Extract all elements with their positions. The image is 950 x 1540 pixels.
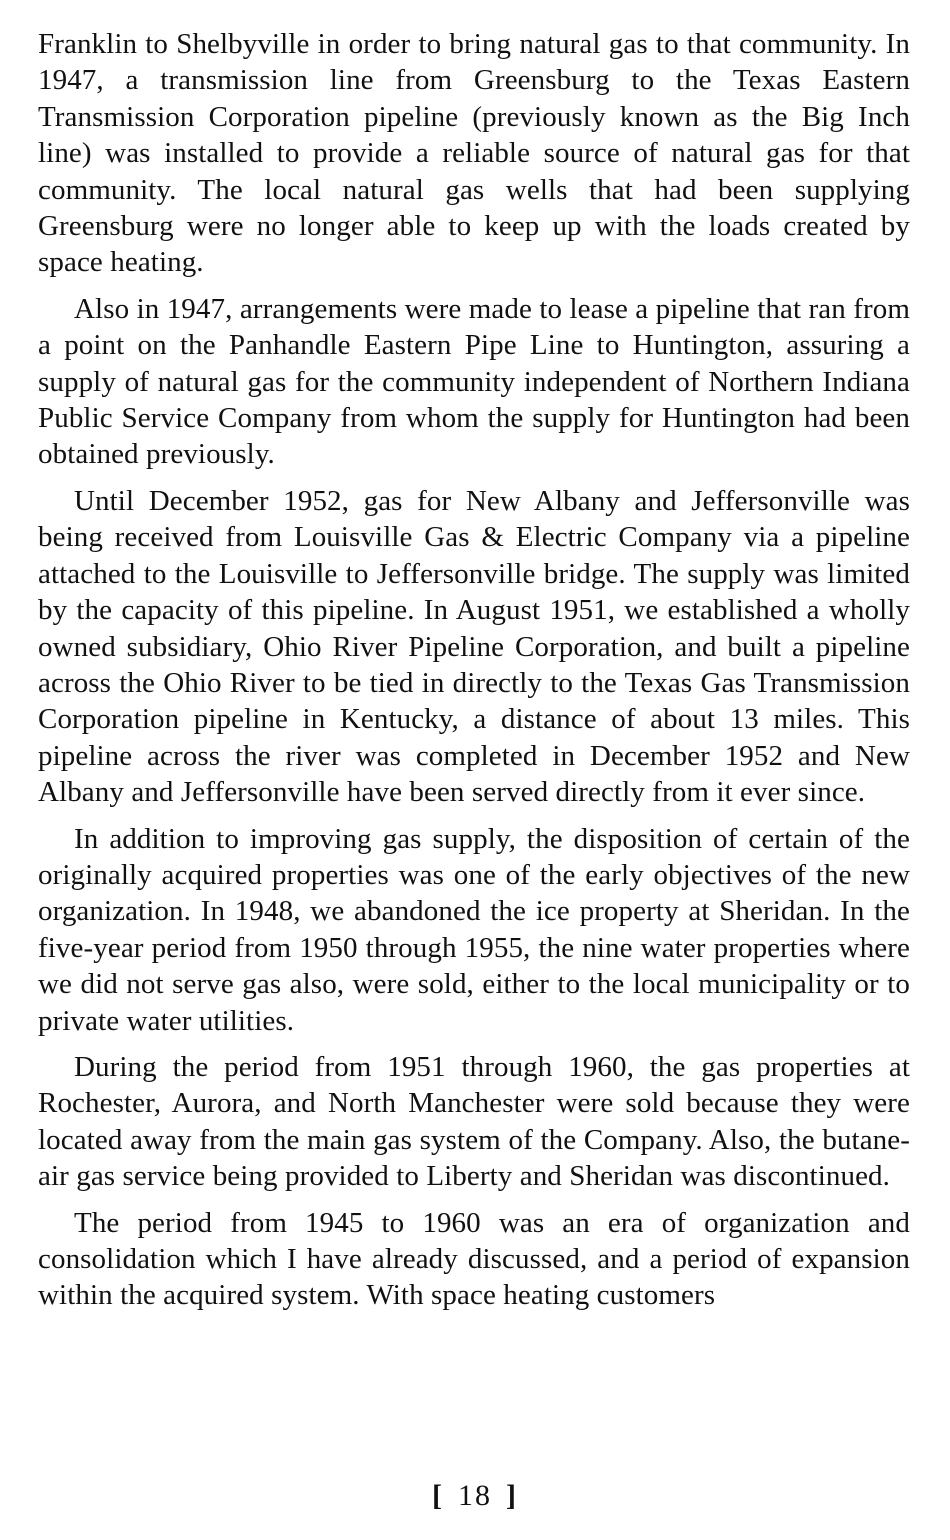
body-text <box>38 26 910 1324</box>
paragraph-3: Until December 1952, gas for New Albany and Jeffersonville was being received from Louisville Gas & Electric Company via a pipeline attached to the Louisville to Jeffersonville bridge. The supply was limited by the capacity of this pipeline. In August 1951, we established a wholly owned subsidiary, Ohio River Pipeline Corporation, and built a pipeline across the Ohio River to be tied in directly to the Texas Gas Transmission Corporation pipeline in Kentucky, a distance of about 13 miles. This pipeline across the river was completed in December 1952 and New Albany and Jeffersonville have been served directly from it ever since. <box>38 484 910 809</box>
paragraph-5: During the period from 1951 through 1960, the gas properties at Rochester, Aurora, and North Manchester were sold because they were located away from the main gas system of the Company. Also, the butane-air gas service being provided to Liberty and Sheridan was discontinued. <box>38 1050 910 1193</box>
paragraph-1: Franklin to Shelbyville in order to bring natural gas to that community. In 1947, a transmission line from Greensburg to the Texas Eastern Transmission Corporation pipeline (previously known as the Big Inch line) was installed to provide a reliable source of natural gas for that community. The local natural gas wells that had been supplying Greensburg were no longer able to keep up with the loads created by space heating. <box>38 28 910 279</box>
page-number <box>0 1479 950 1513</box>
paragraph-4: In addition to improving gas supply, the disposition of certain of the originally acquired properties was one of the early objectives of the new organization. In 1948, we abandoned the ice property at Sheridan. In the five-year period from 1950 through 1955, the nine water properties where we did not serve gas also, were sold, either to the local municipality or to private water utilities. <box>38 822 910 1037</box>
page-number-value: 18 <box>458 1479 492 1512</box>
paragraph-2: Also in 1947, arrangements were made to lease a pipeline that ran from a point on the Panhandle Eastern Pipe Line to Huntington, assuring a supply of natural gas for the community independent of Northern Indiana Public Service Company from whom the supply for Huntington had been obtained previously. <box>38 292 910 471</box>
page-number-open-bracket: [ <box>432 1479 444 1512</box>
paragraph-6: The period from 1945 to 1960 was an era of organization and consolidation which I have already discussed, and a period of expansion within the acquired system. With space heating customers <box>38 1206 910 1312</box>
page-number-close-bracket: ] <box>506 1479 518 1512</box>
